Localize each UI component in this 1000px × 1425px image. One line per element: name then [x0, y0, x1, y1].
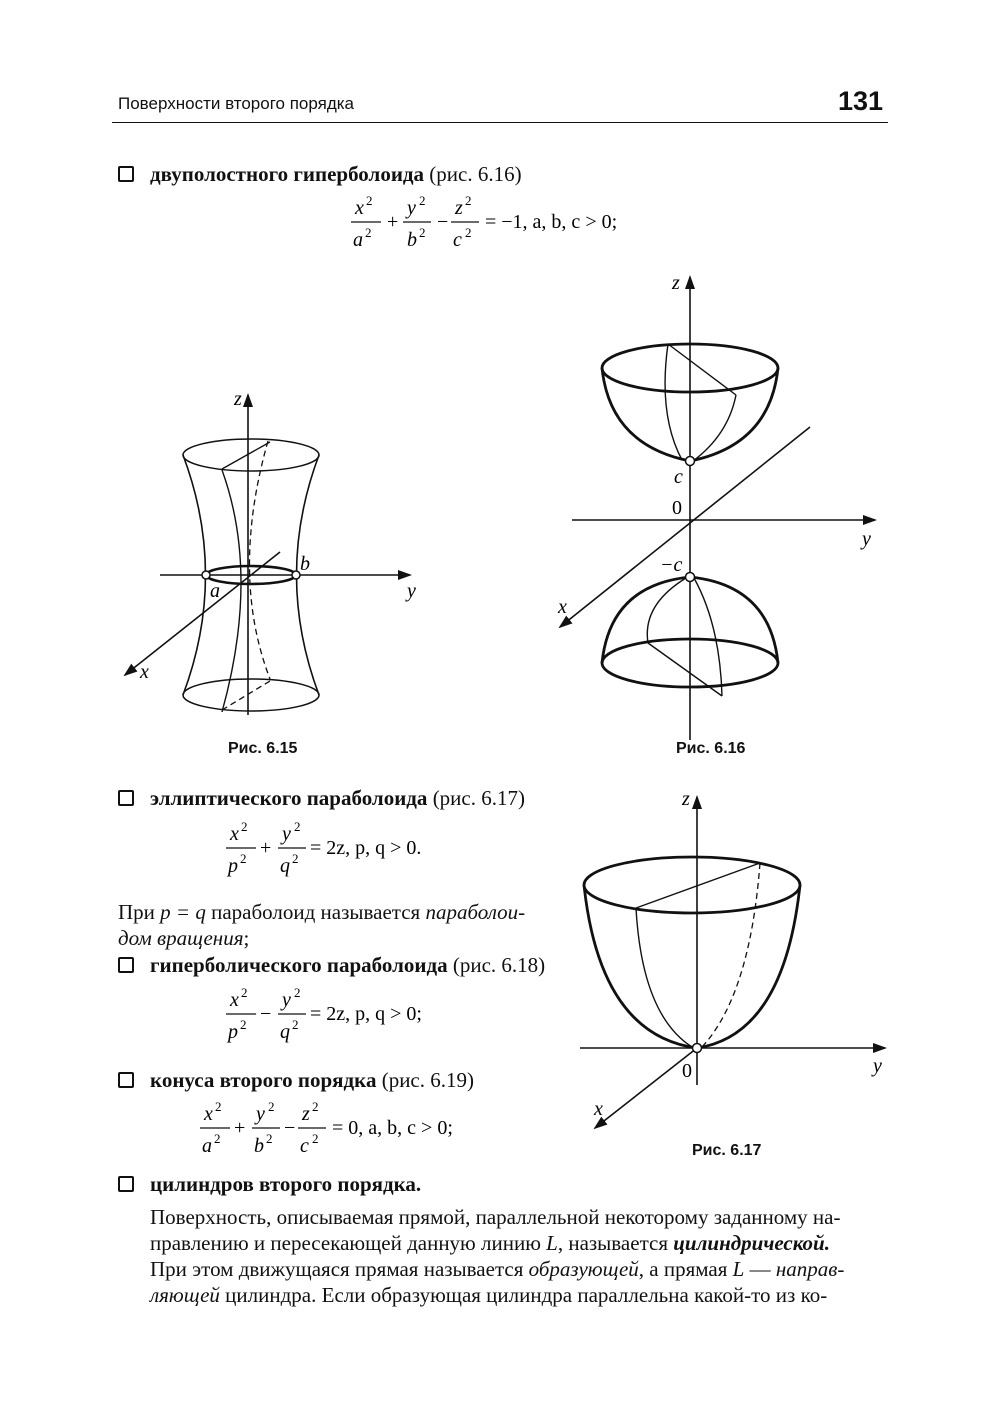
- svg-text:x: x: [230, 823, 239, 845]
- svg-text:2: 2: [312, 1099, 319, 1114]
- list-item-cylinders: [118, 1172, 421, 1197]
- item-bold: цилиндров второго порядка.: [150, 1172, 422, 1196]
- svg-text:2: 2: [214, 1131, 221, 1146]
- fig616-label-c: c: [674, 466, 683, 488]
- checkbox-bullet-icon: [118, 790, 134, 806]
- svg-text:2: 2: [240, 851, 247, 866]
- svg-text:b: b: [407, 229, 417, 251]
- svg-text:p: p: [228, 1021, 238, 1043]
- checkbox-bullet-icon: [118, 1072, 134, 1088]
- svg-text:2: 2: [312, 1131, 319, 1146]
- svg-text:+: +: [387, 211, 399, 233]
- fig616-label-x: x: [558, 596, 567, 618]
- svg-text:2: 2: [241, 819, 248, 834]
- formula-tail: = 2z, p, q > 0;: [310, 1003, 422, 1025]
- svg-text:2: 2: [292, 851, 299, 866]
- item-rest: (рис. 6.18): [447, 953, 546, 977]
- cylinder-paragraph: [150, 1204, 890, 1308]
- svg-text:2: 2: [215, 1099, 222, 1114]
- svg-text:2: 2: [366, 193, 373, 208]
- caption-fig-6-15: Рис. 6.15: [228, 740, 298, 757]
- list-item-elliptic-paraboloid: [118, 786, 525, 811]
- svg-text:−: −: [260, 1003, 272, 1025]
- fig617-label-x: x: [594, 1098, 603, 1120]
- list-item-two-sheet-hyperboloid: [118, 162, 522, 187]
- fig615-label-y: y: [407, 580, 416, 602]
- list-item-hyperbolic-paraboloid: [118, 953, 545, 978]
- svg-text:q: q: [280, 855, 290, 877]
- svg-text:c: c: [453, 229, 462, 251]
- checkbox-bullet-icon: [118, 1176, 134, 1192]
- fig616-label-zero: 0: [672, 497, 682, 519]
- svg-text:x: x: [204, 1103, 213, 1125]
- formula-tail: = 0, a, b, c > 0;: [332, 1117, 453, 1139]
- frac-num: x: [355, 197, 364, 219]
- formula-elliptic-paraboloid: [222, 818, 482, 880]
- item-bold: двуполостного гиперболоида: [150, 162, 425, 186]
- svg-text:b: b: [254, 1135, 264, 1157]
- item-rest: (рис. 6.19): [376, 1068, 474, 1092]
- svg-text:y: y: [407, 197, 416, 219]
- svg-text:2: 2: [294, 819, 301, 834]
- fig615-label-x: x: [140, 661, 149, 683]
- cylinder-line-4: ляющей цилиндра. Если образующая цилиндра параллельна какой-то из ко-: [150, 1283, 828, 1307]
- svg-text:x: x: [230, 989, 239, 1011]
- svg-text:2: 2: [465, 225, 472, 240]
- svg-text:y: y: [256, 1103, 265, 1125]
- caption-fig-6-16: Рис. 6.16: [676, 740, 746, 757]
- svg-text:c: c: [300, 1135, 309, 1157]
- fig615-label-a: a: [210, 580, 220, 602]
- figure-6-15: [110, 385, 440, 725]
- cylinder-line-2: правлению и пересекающей данную линию L, называется цилиндрической.: [150, 1231, 830, 1255]
- fig617-label-y: y: [873, 1055, 882, 1077]
- item-bold: эллиптического параболоида: [150, 786, 428, 810]
- fig617-label-zero: 0: [682, 1060, 692, 1082]
- caption-fig-6-17: Рис. 6.17: [692, 1142, 762, 1159]
- header-rule: [112, 122, 888, 123]
- fig616-label-z: z: [672, 272, 680, 294]
- running-header: Поверхности второго порядка: [118, 94, 355, 113]
- figure-6-16: [550, 265, 890, 740]
- formula-cone: [196, 1098, 496, 1160]
- page-number: 131: [838, 86, 884, 116]
- checkbox-bullet-icon: [118, 166, 134, 182]
- svg-text:2: 2: [268, 1099, 275, 1114]
- svg-text:a: a: [353, 229, 363, 251]
- formula-tail: = 2z, p, q > 0.: [310, 837, 422, 859]
- item-rest: (рис. 6.16): [424, 162, 522, 186]
- svg-text:q: q: [280, 1021, 290, 1043]
- svg-text:+: +: [234, 1117, 246, 1139]
- svg-text:2: 2: [292, 1017, 299, 1032]
- cylinder-line-1: Поверхность, описываемая прямой, параллельной некоторому заданному на-: [150, 1205, 841, 1229]
- fig616-label-minus-c: −c: [660, 554, 683, 576]
- fig616-label-y: y: [862, 528, 871, 550]
- svg-text:2: 2: [240, 1017, 247, 1032]
- fig615-label-z: z: [234, 388, 242, 410]
- svg-text:−: −: [437, 211, 449, 233]
- paraboloid-note-line-1: При p = q параболоид называется параболои-: [118, 900, 526, 924]
- list-item-cone: [118, 1068, 474, 1093]
- svg-text:2: 2: [465, 193, 472, 208]
- item-bold: гиперболического параболоида: [150, 953, 448, 977]
- paraboloid-note-line-2: дом вращения;: [118, 926, 250, 950]
- checkbox-bullet-icon: [118, 957, 134, 973]
- formula-hyperbolic-paraboloid: [222, 984, 482, 1046]
- svg-text:z: z: [455, 197, 463, 219]
- fig615-label-b: b: [300, 553, 310, 575]
- svg-text:2: 2: [294, 985, 301, 1000]
- svg-text:2: 2: [365, 225, 372, 240]
- svg-text:z: z: [302, 1103, 310, 1125]
- svg-text:+: +: [260, 837, 272, 859]
- svg-text:−: −: [284, 1117, 296, 1139]
- fig617-label-z: z: [682, 788, 690, 810]
- formula-tail: = −1, a, b, c > 0;: [485, 211, 618, 233]
- svg-text:2: 2: [266, 1131, 273, 1146]
- formula-two-sheet-hyperboloid: [345, 192, 675, 254]
- cylinder-line-3: При этом движущаяся прямая называется образующей, а прямая L — направ-: [150, 1257, 845, 1281]
- svg-text:2: 2: [419, 193, 426, 208]
- item-rest: (рис. 6.17): [427, 786, 525, 810]
- svg-text:2: 2: [419, 225, 426, 240]
- figure-6-17: [570, 785, 895, 1140]
- svg-text:a: a: [202, 1135, 212, 1157]
- svg-text:y: y: [282, 823, 291, 845]
- item-bold: конуса второго порядка: [150, 1068, 377, 1092]
- svg-text:p: p: [228, 855, 238, 877]
- svg-text:2: 2: [241, 985, 248, 1000]
- svg-text:y: y: [282, 989, 291, 1011]
